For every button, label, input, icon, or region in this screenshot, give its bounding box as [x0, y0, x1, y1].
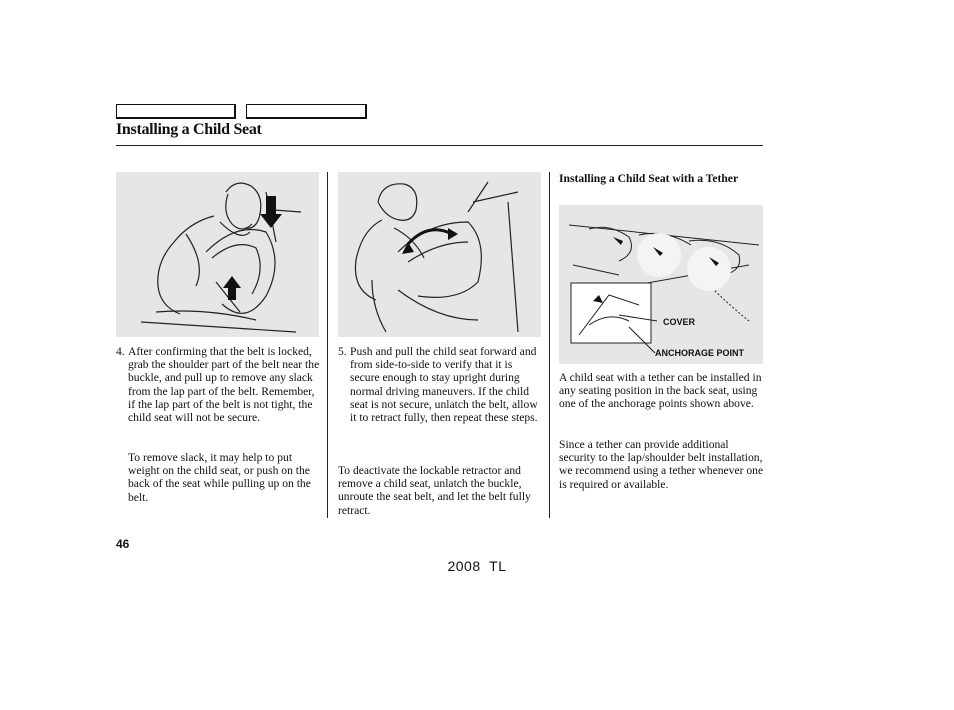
step-5-text: Push and pull the child seat forward and from side-to-side to verify that it is secure enough to stay upright during normal driving maneuvers. If the child seat is not secure, unlatch the belt, allow it to retract fully, then repeat these steps. — [350, 345, 538, 425]
illustration-test-seat — [338, 172, 541, 337]
column-divider-1 — [327, 172, 328, 518]
deactivate-retractor-paragraph: To deactivate the lockable retractor and remove a child seat, unlatch the buckle, unroute the seat belt, and let the belt fully retract. — [338, 464, 531, 517]
header-tab-box-2 — [246, 104, 367, 119]
tether-security-paragraph: Since a tether can provide additional security to the lap/shoulder belt installation, we recommend using a tether whenever one is required or available. — [559, 438, 764, 491]
cover-label: COVER — [663, 317, 696, 327]
anchorage-point-label: ANCHORAGE POINT — [655, 348, 745, 358]
footer-model-text: 2008 TL — [447, 558, 507, 574]
woman-pulling-belt-drawing — [116, 172, 319, 337]
column-divider-2 — [549, 172, 550, 518]
remove-slack-paragraph: To remove slack, it may help to put weight on the child seat, or push on the back of the seat while pulling up on the belt. — [128, 451, 311, 504]
footer-model — [0, 558, 954, 574]
step-5-number: 5. — [338, 345, 347, 358]
step-4-number: 4. — [116, 345, 125, 358]
step-4 — [116, 345, 321, 424]
tether-positions-paragraph: A child seat with a tether can be installed in any seating position in the back seat, using one of the anchorage points shown above. — [559, 371, 762, 411]
title-divider — [116, 145, 763, 146]
woman-pushing-seat-drawing — [338, 172, 541, 337]
step-5 — [338, 345, 543, 424]
header-tab-box-1 — [116, 104, 236, 119]
anchorage-points-drawing — [559, 205, 763, 364]
illustration-tighten-belt — [116, 172, 319, 337]
step-4-text: After confirming that the belt is locked, grab the shoulder part of the belt near the buckle, and pull up to remove any slack from the lap part of the belt. Remember, if the lap part of the belt is not tight, the child seat will not be secure. — [128, 345, 320, 425]
page-title: Installing a Child Seat — [116, 121, 262, 138]
tether-section-heading: Installing a Child Seat with a Tether — [559, 172, 739, 185]
illustration-tether-anchorage — [559, 205, 763, 364]
page-number: 46 — [116, 537, 130, 551]
